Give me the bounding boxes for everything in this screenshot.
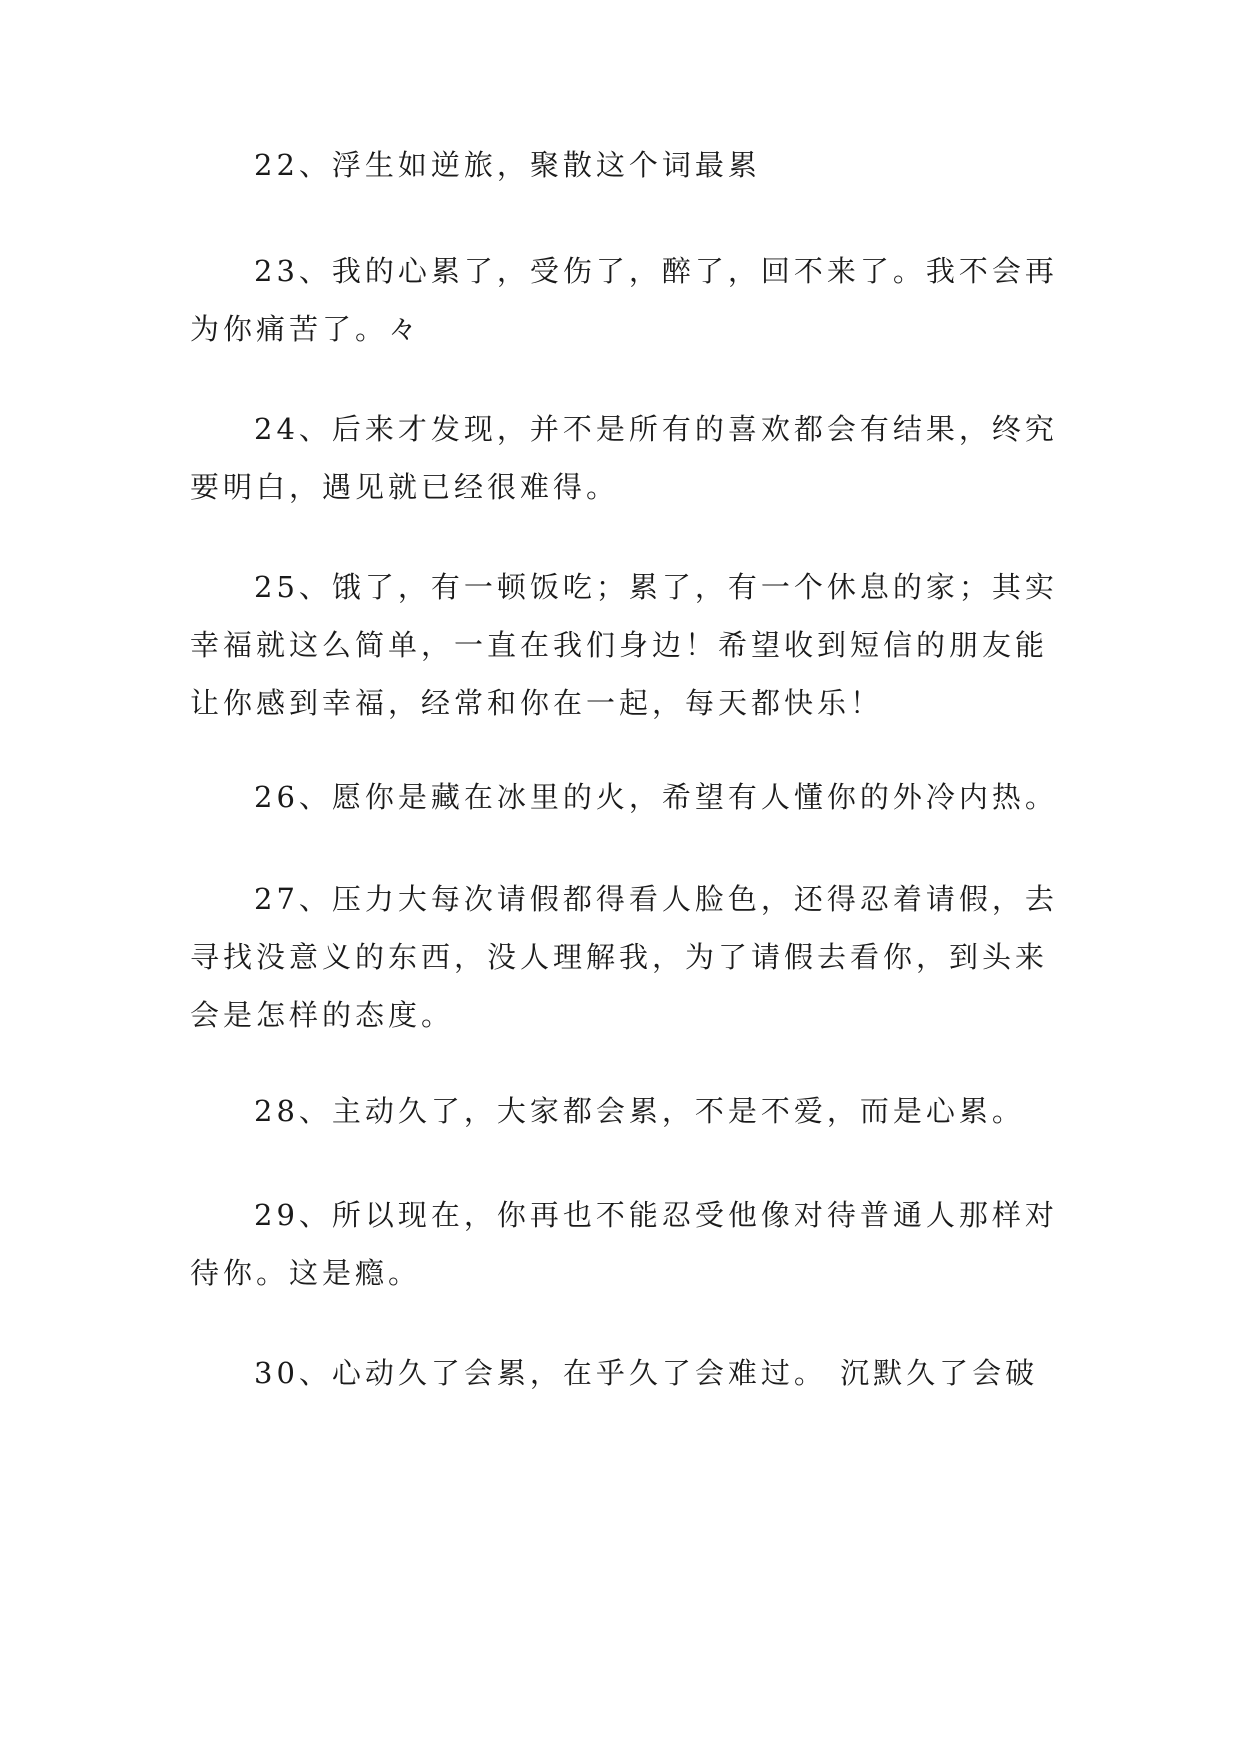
paragraph-line: 28、主动久了，大家都会累，不是不爱，而是心累。 (254, 1094, 1025, 1128)
paragraph-line: 会是怎样的态度。 (190, 998, 455, 1032)
paragraph-26 (190, 768, 1058, 826)
paragraph-29 (190, 1186, 1058, 1302)
paragraph-27 (190, 870, 1058, 1044)
paragraph-line: 幸福就这么简单，一直在我们身边！希望收到短信的朋友能 (190, 628, 1049, 662)
paragraph-line: 要明白，遇见就已经很难得。 (190, 470, 620, 504)
paragraph-line: 24、后来才发现，并不是所有的喜欢都会有结果，终究 (254, 412, 1058, 446)
paragraph-line: 23、我的心累了，受伤了，醉了，回不来了。我不会再 (254, 254, 1058, 288)
paragraph-22 (190, 136, 1050, 194)
paragraph-28 (190, 1082, 1050, 1140)
paragraph-30 (190, 1344, 1050, 1402)
paragraph-23 (190, 242, 1058, 358)
paragraph-line: 寻找没意义的东西，没人理解我，为了请假去看你，到头来 (190, 940, 1049, 974)
paragraph-line: 为你痛苦了。々 (190, 312, 422, 346)
paragraph-line: 22、浮生如逆旅，聚散这个词最累 (254, 148, 761, 182)
paragraph-line: 26、愿你是藏在冰里的火，希望有人懂你的外冷内热。 (254, 780, 1058, 814)
paragraph-line: 29、所以现在，你再也不能忍受他像对待普通人那样对 (254, 1198, 1058, 1232)
paragraph-line: 待你。这是瘾。 (190, 1256, 422, 1290)
paragraph-25 (190, 558, 1058, 732)
paragraph-line: 让你感到幸福，经常和你在一起，每天都快乐！ (190, 686, 884, 720)
paragraph-line: 30、心动久了会累，在乎久了会难过。 沉默久了会破 (254, 1356, 1039, 1390)
paragraph-24 (190, 400, 1058, 516)
paragraph-line: 25、饿了，有一顿饭吃；累了，有一个休息的家；其实 (254, 570, 1058, 604)
paragraph-line: 27、压力大每次请假都得看人脸色，还得忍着请假，去 (254, 882, 1058, 916)
